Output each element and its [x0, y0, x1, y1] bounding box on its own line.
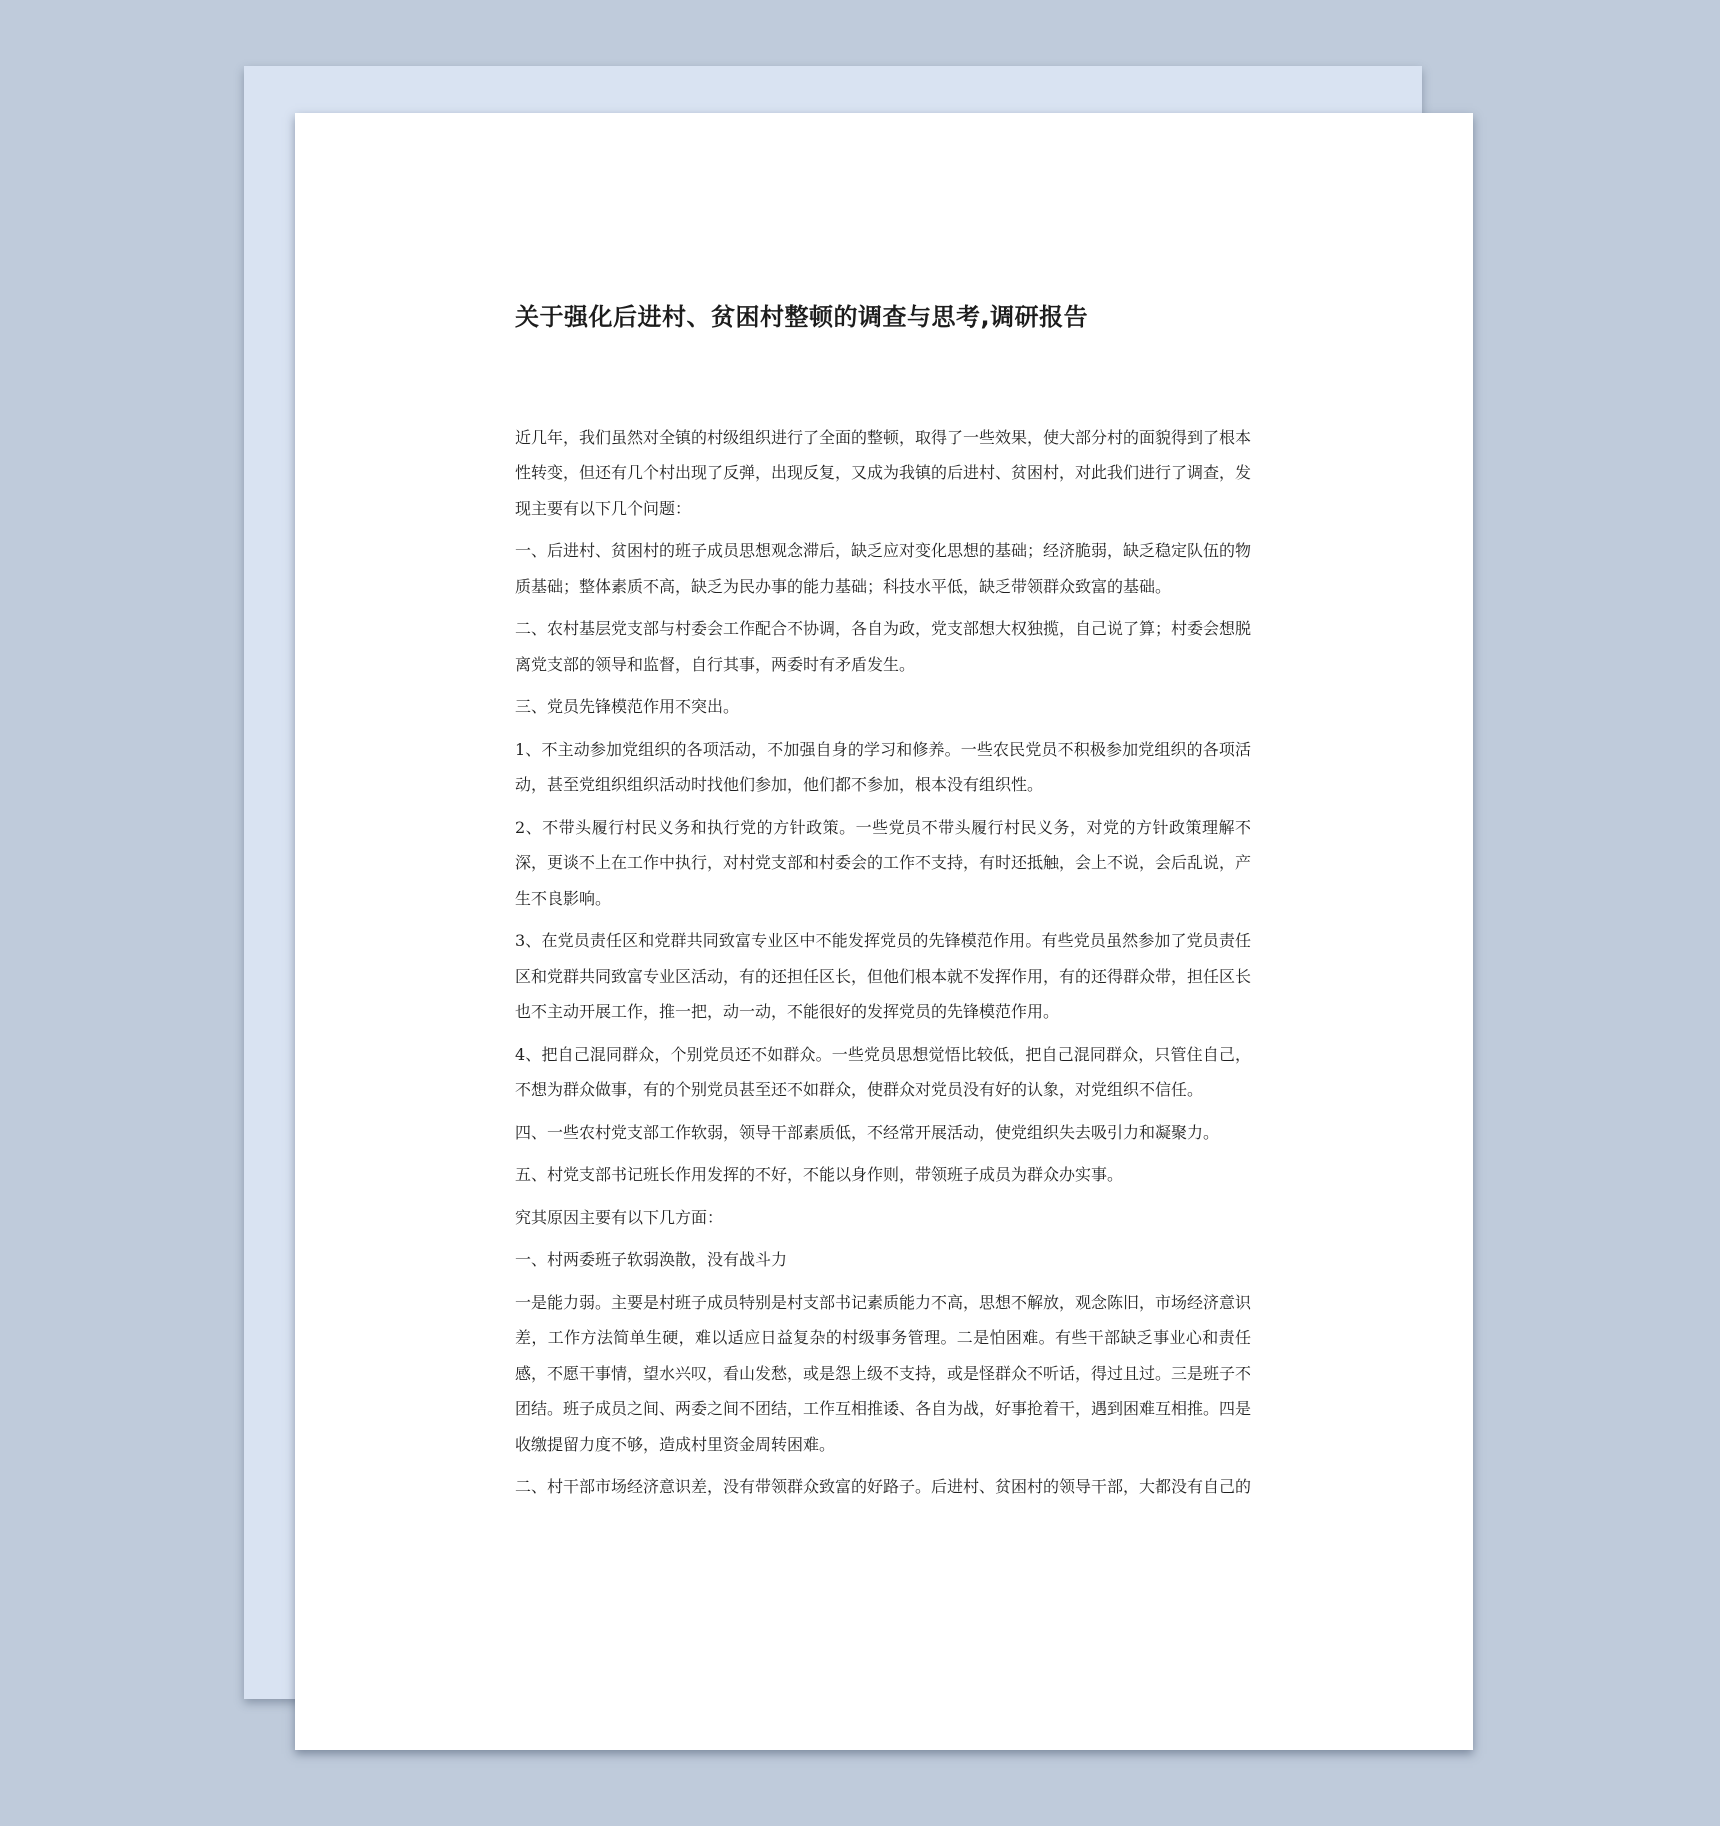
document-paragraph: 二、村干部市场经济意识差，没有带领群众致富的好路子。后进村、贫困村的领导干部，大都没有自己的	[515, 1477, 1252, 1497]
document-paragraph: 四、一些农村党支部工作软弱，领导干部素质低，不经常开展活动，使党组织失去吸引力和凝聚力。	[515, 1122, 1220, 1142]
document-paragraph: 二、农村基层党支部与村委会工作配合不协调，各自为政，党支部想大权独揽，自己说了算；村委会想脱离党支部的领导和监督，自行其事，两委时有矛盾发生。	[515, 619, 1252, 674]
document-paragraph: 一是能力弱。主要是村班子成员特别是村支部书记素质能力不高，思想不解放，观念陈旧，市场经济意识差，工作方法简单生硬，难以适应日益复杂的村级事务管理。二是怕困难。有些干部缺乏事业心和责任感，不愿干事情，望水兴叹，看山发愁，或是怨上级不支持，或是怪群众不听话，得过且过。三是班子不团结。班子成员之间、两委之间不团结，工作互相推诿、各自为战，好事抢着干，遇到困难互相推。四是收缴提留力度不够，造成村里资金周转困难。	[515, 1292, 1252, 1454]
document-body	[515, 420, 1251, 1505]
document-paragraph: 3、在党员责任区和党群共同致富专业区中不能发挥党员的先锋模范作用。有些党员虽然参加了党员责任区和党群共同致富专业区活动，有的还担任区长，但他们根本就不发挥作用，有的还得群众带，担任区长也不主动开展工作，推一把，动一动，不能很好的发挥党员的先锋模范作用。	[515, 931, 1252, 1022]
document-paragraph: 近几年，我们虽然对全镇的村级组织进行了全面的整顿，取得了一些效果，使大部分村的面貌得到了根本性转变，但还有几个村出现了反弹，出现反复，又成为我镇的后进村、贫困村，对此我们进行了调查，发现主要有以下几个问题：	[515, 427, 1252, 518]
document-paragraph: 三、党员先锋模范作用不突出。	[515, 697, 740, 717]
document-paragraph: 1、不主动参加党组织的各项活动，不加强自身的学习和修养。一些农民党员不积极参加党组织的各项活动，甚至党组织组织活动时找他们参加，他们都不参加，根本没有组织性。	[515, 739, 1251, 795]
document-paragraph: 4、把自己混同群众，个别党员还不如群众。一些党员思想觉悟比较低，把自己混同群众，只管住自己，不想为群众做事，有的个别党员甚至还不如群众，使群众对党员没有好的认象，对党组织不信任。	[515, 1044, 1251, 1100]
document-title: 关于强化后进村、贫困村整顿的调查与思考,调研报告	[515, 303, 1089, 331]
document-paragraph: 五、村党支部书记班长作用发挥的不好，不能以身作则，带领班子成员为群众办实事。	[515, 1165, 1124, 1185]
document-paragraph: 究其原因主要有以下几方面：	[515, 1207, 724, 1227]
document-paragraph: 一、村两委班子软弱涣散，没有战斗力	[515, 1250, 788, 1270]
document-page	[295, 113, 1473, 1750]
document-paragraph: 2、不带头履行村民义务和执行党的方针政策。一些党员不带头履行村民义务，对党的方针政策理解不深，更谈不上在工作中执行，对村党支部和村委会的工作不支持，有时还抵触，会上不说，会后乱说，产生不良影响。	[515, 817, 1252, 908]
document-paragraph: 一、后进村、贫困村的班子成员思想观念滞后，缺乏应对变化思想的基础；经济脆弱，缺乏稳定队伍的物质基础；整体素质不高，缺乏为民办事的能力基础；科技水平低，缺乏带领群众致富的基础。	[515, 541, 1252, 596]
